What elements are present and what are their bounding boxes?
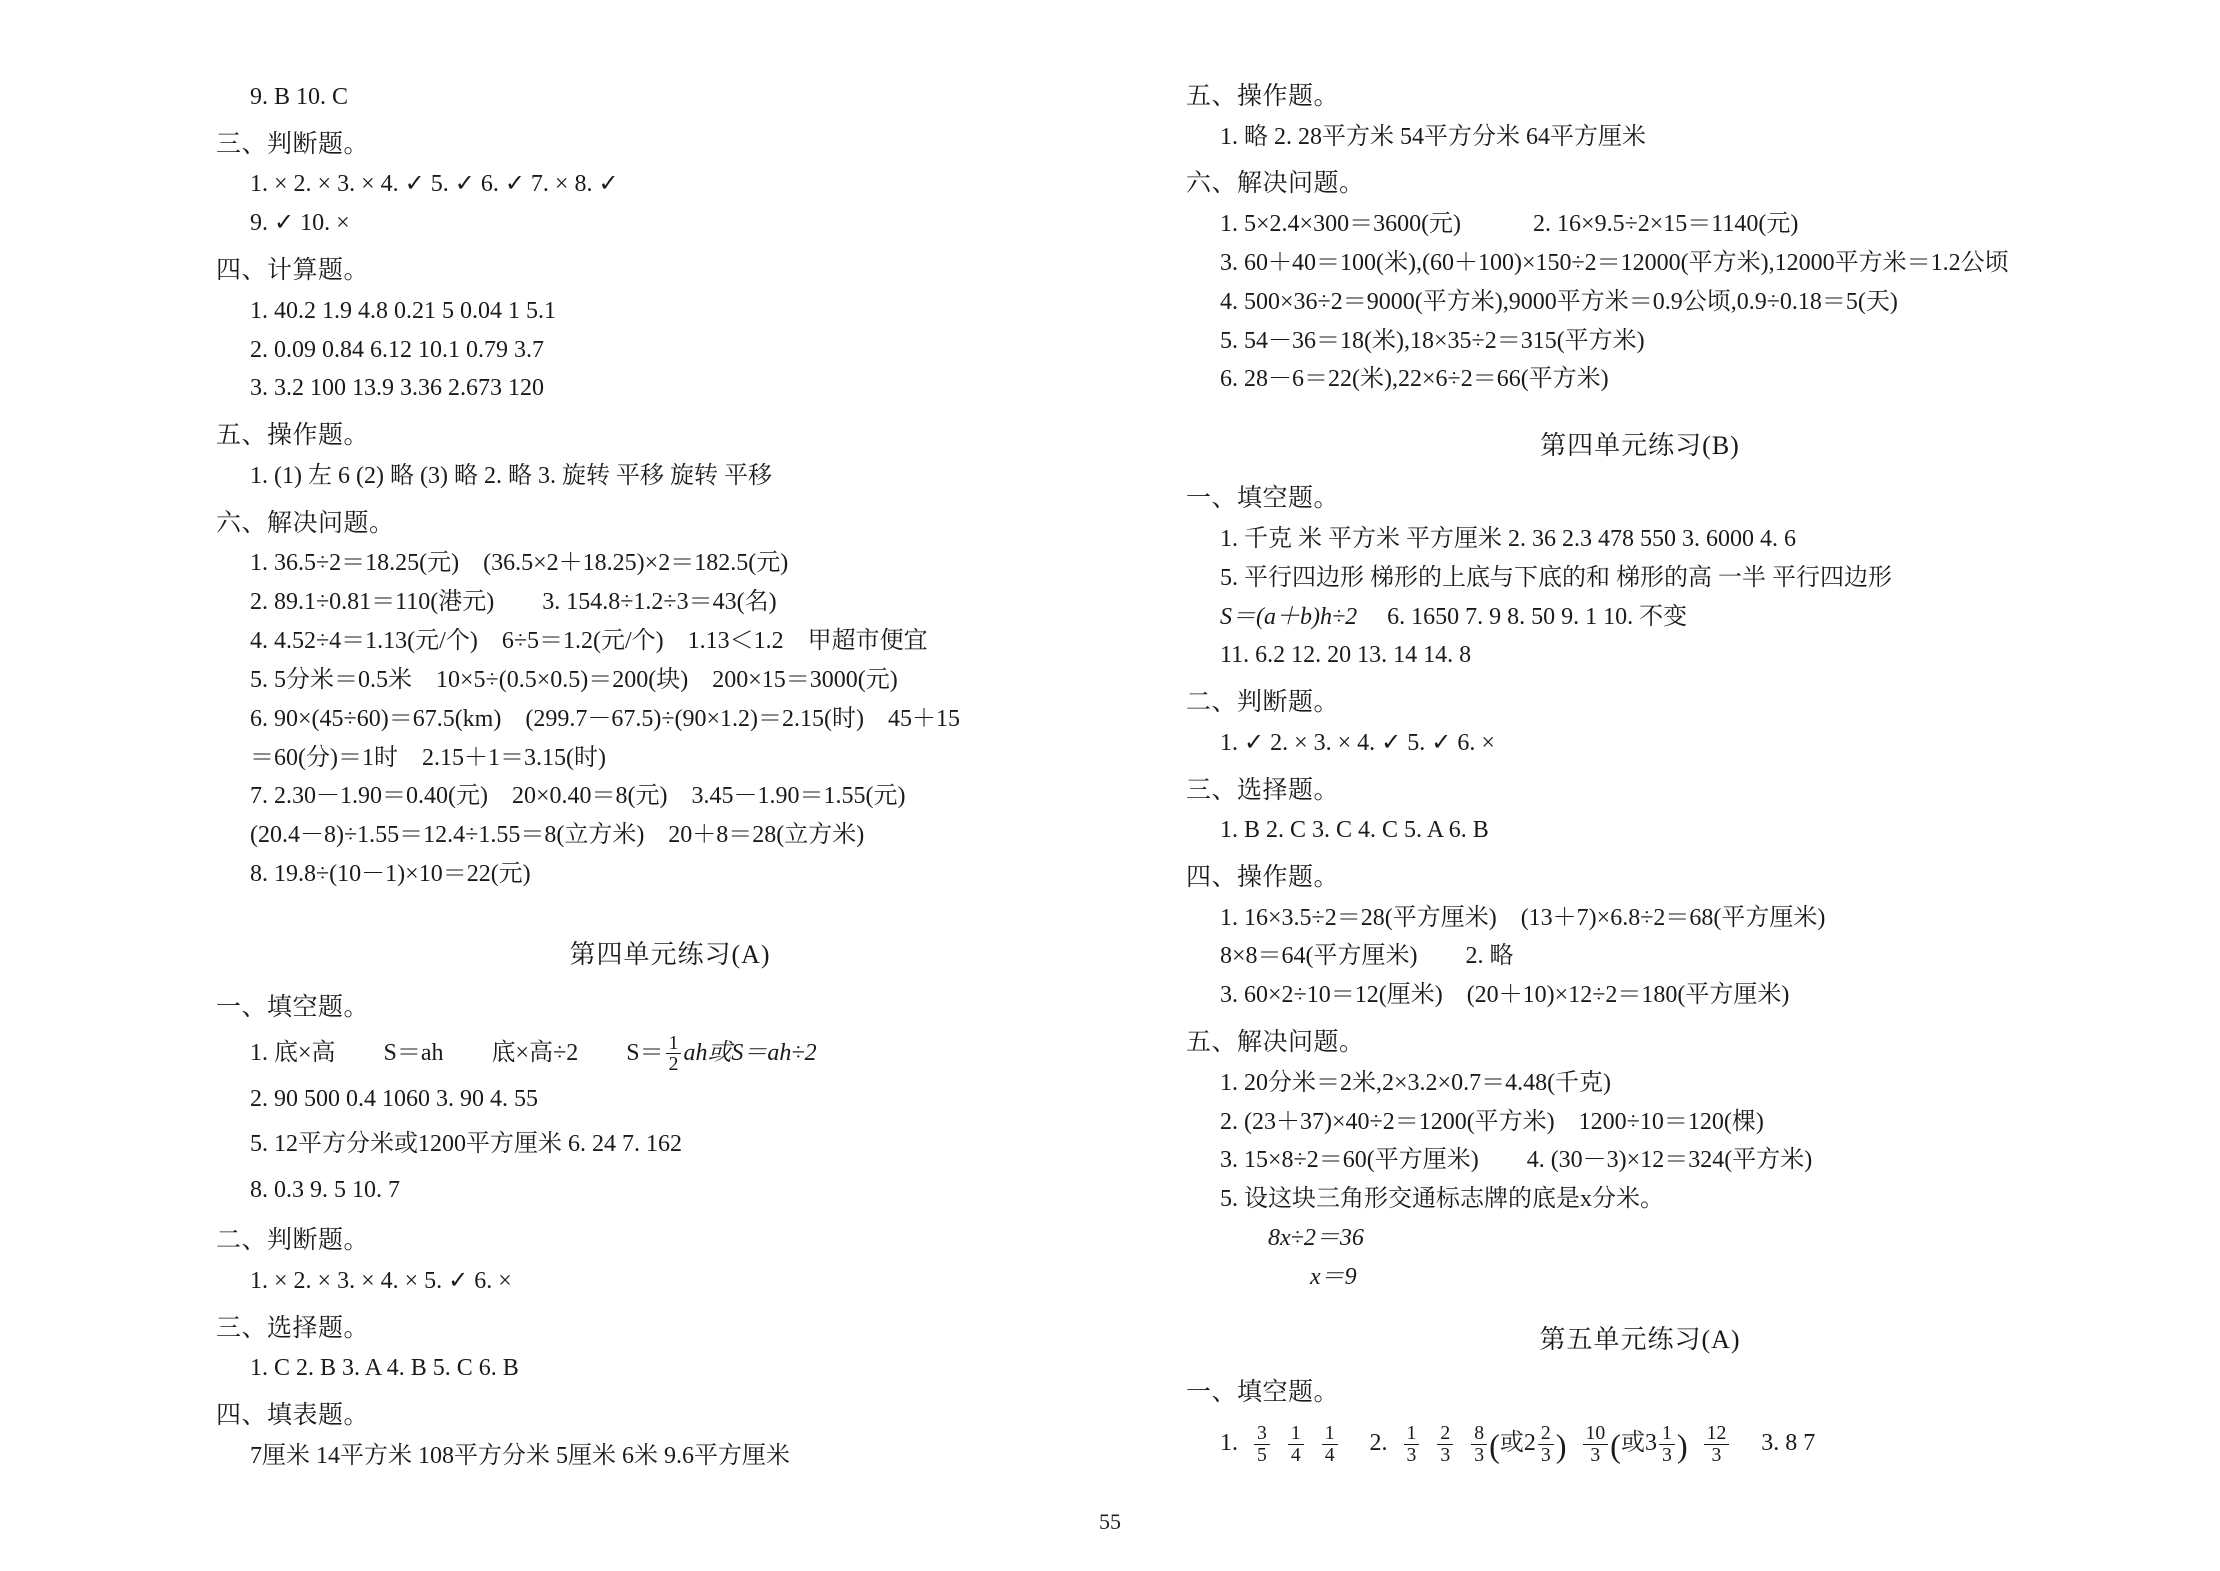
paren-close-2: ) — [1676, 1429, 1688, 1466]
unit-title-4b: 第四单元练习(B) — [1540, 431, 1740, 461]
section-line: 3. 3.2 100 13.9 3.36 2.673 120 — [250, 375, 544, 402]
section-line: 1. (1) 左 6 (2) 略 (3) 略 2. 略 3. 旋转 平移 旋转 平移 — [250, 462, 772, 489]
section-heading: 六、解决问题。 — [1186, 170, 1365, 198]
fraction-2-3: $\frac{2}{3}$ — [1437, 1423, 1453, 1465]
section-jiejue-right — [1150, 165, 2130, 399]
fraction-1-3: $\frac{1}{3}$ — [1404, 1423, 1420, 1465]
unit4a-fill-section — [180, 989, 1160, 1213]
section-heading: 三、选择题。 — [1186, 776, 1340, 804]
fraction-1-4-a: $\frac{1}{4}$ — [1288, 1423, 1304, 1465]
section-caozuo-right — [1150, 78, 2130, 156]
unit4b-caozuo-section — [1150, 859, 2130, 1015]
section-line: 11. 6.2 12. 20 13. 14 14. 8 — [1220, 642, 1472, 669]
section-line: 1. 千克 米 平方米 平方厘米 2. 36 2.3 478 550 3. 6000 4. 6 — [1220, 525, 1796, 552]
section-line: 7厘米 14平方米 108平方分米 5厘米 6米 9.6平方厘米 — [250, 1442, 790, 1469]
section-heading: 一、填空题。 — [1186, 1378, 1340, 1406]
section-heading: 三、选择题。 — [216, 1314, 370, 1342]
section-heading: 二、判断题。 — [1186, 689, 1340, 717]
section-heading: 五、解决问题。 — [1186, 1029, 1365, 1057]
unit4b-xuanze-section — [1150, 772, 2130, 850]
section-line: 1. 36.5÷2＝18.25(元) (36.5×2＋18.25)×2＝182.5(元) — [250, 550, 789, 577]
section-line — [1150, 1180, 2130, 1219]
unit4b-panduan-section — [1150, 684, 2130, 762]
section-line: 1. C 2. B 3. A 4. B 5. C 6. B — [250, 1355, 519, 1382]
section-line: 1. × 2. × 3. × 4. ✓ 5. ✓ 6. ✓ 7. × 8. ✓ — [250, 171, 619, 198]
section-line: 1. 40.2 1.9 4.8 0.21 5 0.04 1 5.1 — [250, 297, 556, 324]
paren-open-1: ( — [1489, 1429, 1500, 1466]
section-heading: 四、操作题。 — [1186, 864, 1340, 891]
unit4b-fill-section — [1150, 480, 2130, 675]
item-2-label: 2. — [1369, 1430, 1388, 1457]
section-line: 5. 平行四边形 梯形的上底与下底的和 梯形的高 一半 平行四边形 — [1220, 564, 1892, 591]
section-heading: 六、解决问题。 — [216, 509, 395, 537]
fill1-suffix: ah或S＝ah÷2 — [683, 1039, 817, 1066]
section-caozuo — [180, 417, 1160, 495]
fraction-1-4-b: $\frac{1}{4}$ — [1322, 1423, 1338, 1465]
unit4a-panduan-section — [180, 1222, 1160, 1300]
section-line: ＝60(分)＝1时 2.15＋1＝3.15(时) — [250, 744, 606, 771]
section-line: 2. (23＋37)×40÷2＝1200(平方米) 1200÷10＝120(棵) — [1220, 1108, 1764, 1135]
section-line: 1. B 2. C 3. C 4. C 5. A 6. B — [1220, 817, 1489, 844]
section-line-fractions — [1150, 1413, 2130, 1481]
section-heading: 三、判断题。 — [216, 130, 370, 158]
section-line: 1. ✓ 2. × 3. × 4. ✓ 5. ✓ 6. × — [1220, 729, 1495, 756]
section-line: 4. 500×36÷2＝9000(平方米),9000平方米＝0.9公顷,0.9÷0.18＝5(天) — [1220, 288, 1898, 315]
problem5-text: 5. 设这块三角形交通标志牌的底是x分米。 — [1220, 1186, 1664, 1213]
fraction-1-3-mixed: $\frac{1}{3}$ — [1659, 1423, 1675, 1465]
section-jiejue — [180, 505, 1160, 894]
fraction-2-3-mixed: $\frac{2}{3}$ — [1538, 1423, 1554, 1465]
answers-top-line: 9. B 10. C — [250, 84, 349, 110]
section-line: 4. 4.52÷4＝1.13(元/个) 6÷5＝1.2(元/个) 1.13＜1.2 甲超市便宜 — [250, 627, 928, 654]
equation-line-1: 8x÷2＝36 — [1268, 1225, 1364, 1252]
unit4a-tianbiao-section — [180, 1397, 1160, 1475]
fill1-prefix: 1. 底×高 S＝ah 底×高÷2 S＝ — [250, 1039, 664, 1066]
mixed-number-3-1-3-prefix: 或3 — [1620, 1430, 1657, 1457]
fraction-one-half: $\frac{1}{2}$ — [666, 1033, 682, 1075]
right-column — [1150, 78, 2130, 1481]
section-line: 3. 60＋40＝100(米),(60＋100)×150÷2＝12000(平方米),12000平方米＝1.2公顷 — [1220, 249, 2009, 276]
section-line: 5. 54－36＝18(米),18×35÷2＝315(平方米) — [1220, 327, 1645, 354]
section-line: 6. 90×(45÷60)＝67.5(km) (299.7－67.5)÷(90×1.2)＝2.15(时) 45＋15 — [250, 705, 961, 732]
page-number: 55 — [1099, 1509, 1121, 1534]
section-heading: 四、填表题。 — [216, 1402, 370, 1430]
unit4b-jiejue-section — [1150, 1024, 2130, 1297]
section-heading: 一、填空题。 — [1186, 485, 1340, 513]
fraction-10-3: $\frac{10}{3}$ — [1583, 1423, 1609, 1465]
section-panduan — [180, 126, 1160, 243]
section-line: 8×8＝64(平方厘米) 2. 略 — [1220, 943, 1514, 970]
item-3-values: 3. 8 7 — [1761, 1430, 1816, 1457]
section-line: 1. 略 2. 28平方米 54平方分米 64平方厘米 — [1220, 123, 1646, 150]
equation-line-2: x＝9 — [1310, 1264, 1357, 1290]
formula-trapezoid-area: S＝(a＋b)h÷2 — [1220, 603, 1358, 630]
section-line: 6. 28－6＝22(米),22×6÷2＝66(平方米) — [1220, 366, 1609, 393]
section-line: 8. 19.8÷(10－1)×10＝22(元) — [250, 861, 531, 888]
left-column — [180, 78, 1160, 1475]
section-line: (20.4－8)÷1.55＝12.4÷1.55＝8(立方米) 20＋8＝28(立方米) — [250, 822, 865, 849]
section-line: 2. 90 500 0.4 1060 3. 90 4. 55 — [250, 1085, 538, 1112]
fraction-8-3: $\frac{8}{3}$ — [1471, 1423, 1487, 1465]
section-heading: 五、操作题。 — [216, 422, 370, 450]
section-heading: 四、计算题。 — [216, 257, 370, 285]
section-heading: 二、判断题。 — [216, 1227, 370, 1255]
section-line: 3. 60×2÷10＝12(厘米) (20＋10)×12÷2＝180(平方厘米) — [1220, 982, 1790, 1009]
section-line-fraction — [180, 1029, 1160, 1077]
unit4a-xuanze-section — [180, 1310, 1160, 1388]
section-line: 5. 5分米＝0.5米 10×5÷(0.5×0.5)＝200(块) 200×15＝3000(元) — [250, 666, 898, 693]
section-line: 5. 12平方分米或1200平方厘米 6. 24 7. 162 — [250, 1131, 682, 1158]
unit5a-fill-section — [1150, 1374, 2130, 1482]
fraction-3-5: $\frac{3}{5}$ — [1254, 1423, 1270, 1465]
fraction-12-3: $\frac{12}{3}$ — [1704, 1423, 1730, 1465]
section-line: 1. × 2. × 3. × 4. × 5. ✓ 6. × — [250, 1267, 512, 1294]
section-line: 7. 2.30－1.90＝0.40(元) 20×0.40＝8(元) 3.45－1.90＝1.55(元) — [250, 783, 906, 810]
section-line: 1. 20分米＝2米,2×3.2×0.7＝4.48(千克) — [1220, 1069, 1612, 1096]
unit-title-4a: 第四单元练习(A) — [569, 940, 771, 969]
paren-open-2: ( — [1610, 1429, 1621, 1466]
paren-close-1: ) — [1555, 1429, 1567, 1466]
section-line: 1. 16×3.5÷2＝28(平方厘米) (13＋7)×6.8÷2＝68(平方厘米) — [1220, 904, 1826, 931]
section-line: 3. 15×8÷2＝60(平方厘米) 4. (30－3)×12＝324(平方米) — [1220, 1147, 1813, 1174]
mixed-number-2-2-3-prefix: 或2 — [1499, 1430, 1536, 1457]
section-jisuan — [180, 252, 1160, 408]
section-line: 8. 0.3 9. 5 10. 7 — [250, 1176, 400, 1203]
section-line: 2. 0.09 0.84 6.12 10.1 0.79 3.7 — [250, 336, 544, 363]
section-line: 1. 5×2.4×300＝3600(元) 2. 16×9.5÷2×15＝1140(元) — [1220, 210, 1799, 237]
section-line-formula — [1150, 598, 2130, 637]
item-1-label: 1. — [1220, 1430, 1238, 1457]
fill5-rest: 6. 1650 7. 9 8. 50 9. 1 10. 不变 — [1387, 603, 1688, 630]
section-line: 9. ✓ 10. × — [250, 210, 350, 237]
unit-title-5a: 第五单元练习(A) — [1539, 1324, 1741, 1354]
section-line: 2. 89.1÷0.81＝110(港元) 3. 154.8÷1.2÷3＝43(名) — [250, 589, 777, 615]
section-heading: 一、填空题。 — [216, 994, 370, 1021]
section-heading: 五、操作题。 — [1186, 83, 1340, 110]
